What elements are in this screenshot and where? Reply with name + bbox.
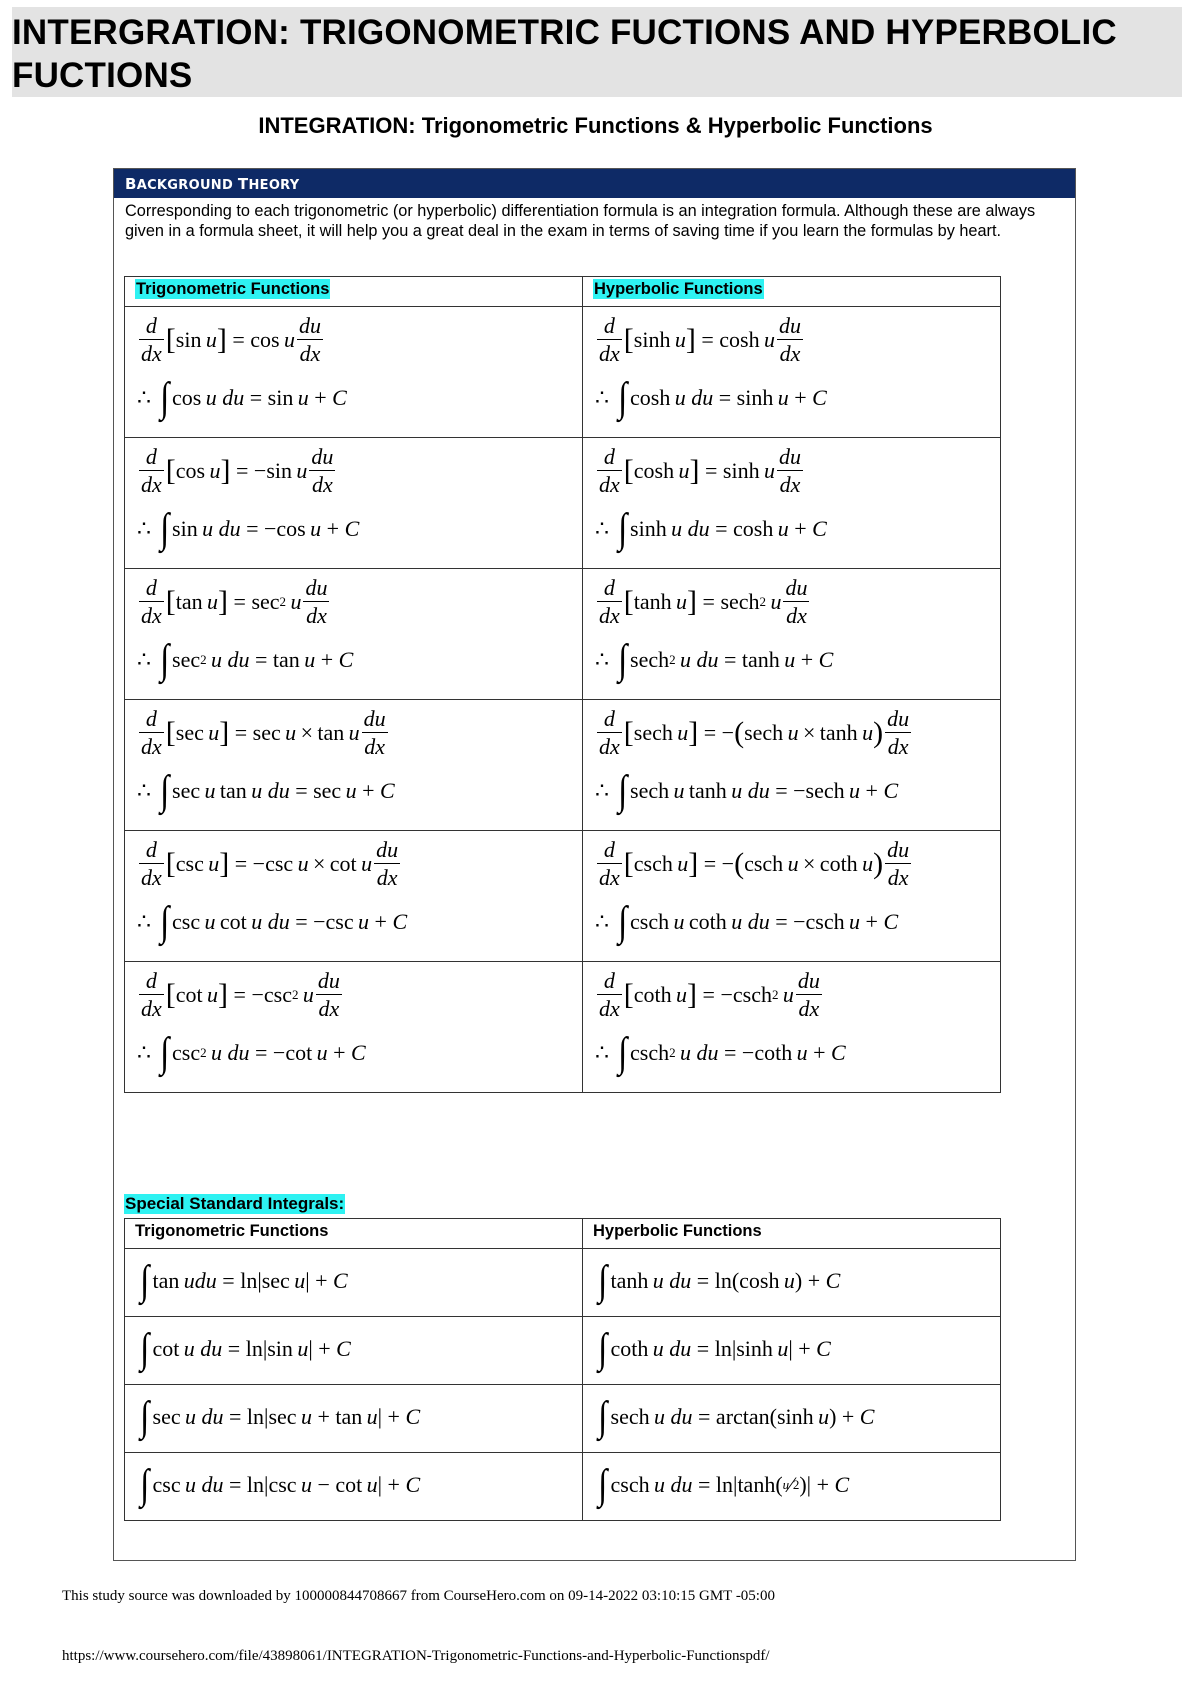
page-title: INTERGRATION: TRIGONOMETRIC FUCTIONS AND HYPERBOLIC FUCTIONS <box>12 13 1117 95</box>
integral-formula: ∫ cot u du = ln|sin u | + C <box>140 1326 351 1372</box>
formula-cell <box>583 831 1001 962</box>
integral-formula: ∴ ∫ sech 2 u du = tanh u + C <box>595 637 834 683</box>
formula-cell <box>125 1317 583 1385</box>
download-notice: This study source was downloaded by 100000844708667 from CourseHero.com on 09-14-2022 03:10:15 GMT -05:00 <box>62 1588 775 1604</box>
integral-formula: ∴ ∫ sec 2 u du = tan u + C <box>137 637 354 683</box>
subtitle: INTEGRATION: Trigonometric Functions & Hyperbolic Functions <box>258 113 933 138</box>
col-header-trig: Trigonometric Functions <box>125 277 583 307</box>
integral-formula: ∫ tanh u du = ln(cosh u ) + C <box>598 1258 841 1304</box>
integral-formula: ∴ ∫ csch u coth u du = −csch u + C <box>595 899 899 945</box>
integral-formula: ∴ ∫ sinh u du = cosh u + C <box>595 506 827 552</box>
derivative-integral-table <box>124 276 1001 1093</box>
integral-formula: ∫ csch u du = ln|tanh( u ⁄ 2 )| + C <box>598 1462 850 1508</box>
table-row <box>125 1249 1001 1317</box>
integral-formula: ∴ ∫ csc u cot u du = −csc u + C <box>137 899 408 945</box>
integral-formula: ∴ ∫ csch 2 u du = −coth u + C <box>595 1030 846 1076</box>
integral-formula: ∴ ∫ sin u du = −cos u + C <box>137 506 360 552</box>
col-header-hyp: Hyperbolic Functions <box>583 1219 1001 1249</box>
section-heading: BACKGROUND THEORY <box>114 169 1075 198</box>
derivative-formula: d dx [ cot u ] = −csc 2 u du dx <box>141 968 340 1021</box>
table-row <box>125 307 1001 438</box>
col-header-trig: Trigonometric Functions <box>125 1219 583 1249</box>
derivative-formula: d dx [ tanh u ] = sech 2 u du dx <box>599 575 808 628</box>
table-row <box>125 962 1001 1093</box>
formula-cell <box>583 569 1001 700</box>
formula-cell <box>125 1249 583 1317</box>
formula-cell <box>125 1385 583 1453</box>
integral-formula: ∴ ∫ sech u tanh u du = −sech u + C <box>595 768 899 814</box>
table-row <box>125 1453 1001 1521</box>
intro-paragraph: Corresponding to each trigonometric (or hyperbolic) differentiation formula is an integration formula. Although these are always given in a formula sheet, it will help you a great deal in the exam in terms of saving time if you learn the formulas by heart. <box>125 202 1036 240</box>
table-row <box>125 1385 1001 1453</box>
table-row <box>125 569 1001 700</box>
derivative-formula: d dx [ csc u ] = −csc u × cot u du dx <box>141 837 399 890</box>
integral-formula: ∴ ∫ sec u tan u du = sec u + C <box>137 768 395 814</box>
integral-formula: ∫ csc u du = ln|csc u − cot u | + C <box>140 1462 421 1508</box>
integral-formula: ∫ tan udu = ln|sec u | + C <box>140 1258 348 1304</box>
derivative-formula: d dx [ csch u ] = − ( csch u × coth u ) du dx <box>599 837 910 890</box>
integral-formula: ∴ ∫ cos u du = sin u + C <box>137 375 347 421</box>
derivative-formula: d dx [ sin u ] = cos u du dx <box>141 313 321 366</box>
table-row <box>125 831 1001 962</box>
special-integrals-table <box>124 1218 1001 1521</box>
formula-cell <box>583 438 1001 569</box>
derivative-formula: d dx [ cosh u ] = sinh u du dx <box>599 444 801 497</box>
formula-cell <box>583 1249 1001 1317</box>
source-url: https://www.coursehero.com/file/43898061/INTEGRATION-Trigonometric-Functions-and-Hyperbolic-Functionspdf/ <box>62 1648 770 1664</box>
formula-cell <box>125 1453 583 1521</box>
derivative-formula: d dx [ sech u ] = − ( sech u × tanh u ) du dx <box>599 706 910 759</box>
integral-formula: ∫ coth u du = ln|sinh u | + C <box>598 1326 831 1372</box>
formula-cell <box>125 569 583 700</box>
formula-cell <box>125 307 583 438</box>
integral-formula: ∴ ∫ cosh u du = sinh u + C <box>595 375 827 421</box>
formula-cell <box>583 700 1001 831</box>
title-banner <box>12 7 1182 97</box>
derivative-formula: d dx [ sinh u ] = cosh u du dx <box>599 313 801 366</box>
formula-cell <box>583 1453 1001 1521</box>
formula-cell <box>125 831 583 962</box>
derivative-formula: d dx [ sec u ] = sec u × tan u du dx <box>141 706 386 759</box>
derivative-formula: d dx [ coth u ] = −csch 2 u du dx <box>599 968 820 1021</box>
derivative-formula: d dx [ cos u ] = −sin u du dx <box>141 444 334 497</box>
special-integrals-label: Special Standard Integrals: <box>125 1194 345 1213</box>
integral-formula: ∫ sech u du = arctan(sinh u ) + C <box>598 1394 875 1440</box>
formula-cell <box>125 962 583 1093</box>
integral-formula: ∫ sec u du = ln|sec u + tan u | + C <box>140 1394 421 1440</box>
formula-cell <box>583 1385 1001 1453</box>
background-theory-card <box>113 168 1076 1561</box>
table-row <box>125 700 1001 831</box>
formula-cell <box>125 438 583 569</box>
table-row <box>125 438 1001 569</box>
integral-formula: ∴ ∫ csc 2 u du = −cot u + C <box>137 1030 366 1076</box>
formula-cell <box>583 307 1001 438</box>
table-row <box>125 1317 1001 1385</box>
col-header-hyp: Hyperbolic Functions <box>583 277 1001 307</box>
formula-cell <box>583 962 1001 1093</box>
formula-cell <box>125 700 583 831</box>
formula-cell <box>583 1317 1001 1385</box>
derivative-formula: d dx [ tan u ] = sec 2 u du dx <box>141 575 328 628</box>
